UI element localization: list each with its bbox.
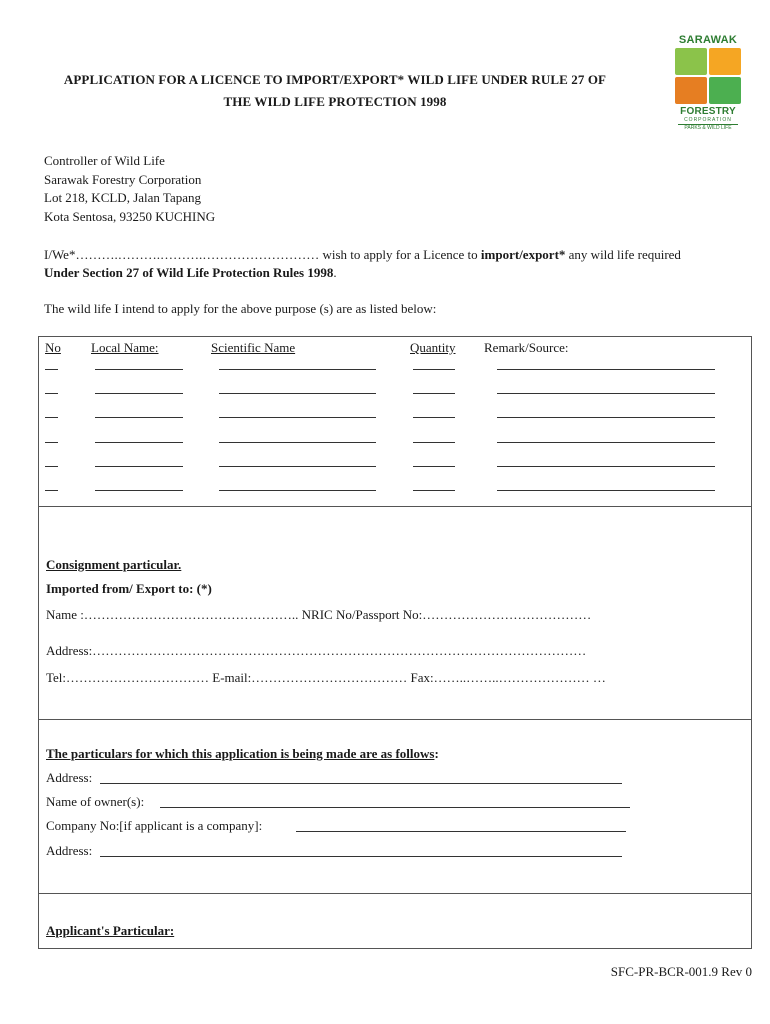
particulars-address-field[interactable] xyxy=(100,783,622,784)
row-quantity-field[interactable] xyxy=(413,417,455,418)
row-remark-field[interactable] xyxy=(497,466,715,467)
applicant-section xyxy=(38,893,752,949)
row-remark-field[interactable] xyxy=(497,490,715,491)
leaf-icon xyxy=(675,48,707,75)
applicant-heading: Applicant's Particular: xyxy=(46,923,175,938)
row-no-field[interactable] xyxy=(45,417,58,418)
particulars-heading-text: The particulars for which this application is being made are as follows xyxy=(46,746,435,761)
row-scientific-name-field[interactable] xyxy=(219,466,376,467)
company-label: Company No:[if applicant is a company]: xyxy=(46,818,263,833)
intro-prefix: I/We*……….……….……….……………………… wish to apply for a Licence to xyxy=(44,247,481,262)
consignment-heading: Consignment particular. xyxy=(46,557,182,572)
logo-main-text: FORESTRY xyxy=(680,106,736,117)
recipient-line: Sarawak Forestry Corporation xyxy=(44,172,202,187)
intro-bold-word: import/export* xyxy=(480,247,566,262)
row-remark-field[interactable] xyxy=(497,369,715,370)
list-intro: The wild life I intend to apply for the above purpose (s) are as listed below: xyxy=(44,301,437,316)
tree-icon xyxy=(709,48,741,75)
contact-field[interactable]: Tel:…………………………… E-mail:……………………………… Fax:……..……..………………… … xyxy=(46,670,606,685)
row-local-name-field[interactable] xyxy=(95,417,183,418)
particulars-heading xyxy=(46,745,439,763)
row-scientific-name-field[interactable] xyxy=(219,442,376,443)
sarawak-forestry-logo xyxy=(672,34,744,131)
intro-period: . xyxy=(333,265,337,280)
row-scientific-name-field[interactable] xyxy=(219,417,376,418)
row-scientific-name-field[interactable] xyxy=(219,393,376,394)
col-header-scientific-name: Scientific Name xyxy=(211,340,296,355)
logo-tag-text: PARKS & WILD LIFE xyxy=(678,124,738,131)
wildlife-table xyxy=(38,336,752,507)
intro-line xyxy=(44,246,754,264)
row-remark-field[interactable] xyxy=(497,442,715,443)
row-quantity-field[interactable] xyxy=(413,466,455,467)
recipient-line: Kota Sentosa, 93250 KUCHING xyxy=(44,209,216,224)
imported-from-label: Imported from/ Export to: (*) xyxy=(46,581,212,596)
owner-field[interactable] xyxy=(160,807,630,808)
row-quantity-field[interactable] xyxy=(413,442,455,443)
row-no-field[interactable] xyxy=(45,442,58,443)
row-local-name-field[interactable] xyxy=(95,490,183,491)
form-title-line2: THE WILD LIFE PROTECTION 1998 xyxy=(223,94,447,109)
logo-sub-text: CORPORATION xyxy=(684,117,732,123)
row-quantity-field[interactable] xyxy=(413,393,455,394)
row-quantity-field[interactable] xyxy=(413,490,455,491)
consignment-address-field[interactable]: Address:…………………………………………………………………………………………………… xyxy=(46,643,587,658)
col-header-local-name: Local Name: xyxy=(91,340,159,355)
form-title-line1: APPLICATION FOR A LICENCE TO IMPORT/EXPORT* WILD LIFE UNDER RULE 27 OF xyxy=(63,72,607,87)
logo-top-text: SARAWAK xyxy=(678,34,738,46)
row-local-name-field[interactable] xyxy=(95,466,183,467)
name-nric-field[interactable]: Name :………………………………………….. NRIC No/Passport No:………………………………… xyxy=(46,607,592,622)
row-no-field[interactable] xyxy=(45,393,58,394)
row-no-field[interactable] xyxy=(45,466,58,467)
particulars-address2-field[interactable] xyxy=(100,856,622,857)
particulars-heading-colon: : xyxy=(434,746,439,761)
recipient-line: Lot 218, KCLD, Jalan Tapang xyxy=(44,190,201,205)
row-remark-field[interactable] xyxy=(497,417,715,418)
intro-suffix: any wild life required xyxy=(565,247,681,262)
row-no-field[interactable] xyxy=(45,490,58,491)
intro-line2 xyxy=(44,264,337,282)
row-remark-field[interactable] xyxy=(497,393,715,394)
intro-rules-ref: Under Section 27 of Wild Life Protection Rules 1998 xyxy=(44,265,334,280)
particulars-address-label: Address: xyxy=(46,770,93,785)
row-local-name-field[interactable] xyxy=(95,369,183,370)
row-scientific-name-field[interactable] xyxy=(219,369,376,370)
document-code: SFC-PR-BCR-001.9 Rev 0 xyxy=(610,964,752,979)
row-scientific-name-field[interactable] xyxy=(219,490,376,491)
recipient-line: Controller of Wild Life xyxy=(44,153,165,168)
row-local-name-field[interactable] xyxy=(95,442,183,443)
deer-icon xyxy=(709,77,741,104)
particulars-address2-label: Address: xyxy=(46,843,93,858)
row-no-field[interactable] xyxy=(45,369,58,370)
col-header-no: No xyxy=(45,340,61,355)
logo-emblem xyxy=(675,48,741,104)
col-header-quantity: Quantity xyxy=(410,340,456,355)
col-header-remark: Remark/Source: xyxy=(484,340,569,355)
company-field[interactable] xyxy=(296,831,626,832)
row-quantity-field[interactable] xyxy=(413,369,455,370)
owner-label: Name of owner(s): xyxy=(46,794,145,809)
orangutan-icon xyxy=(675,77,707,104)
row-local-name-field[interactable] xyxy=(95,393,183,394)
